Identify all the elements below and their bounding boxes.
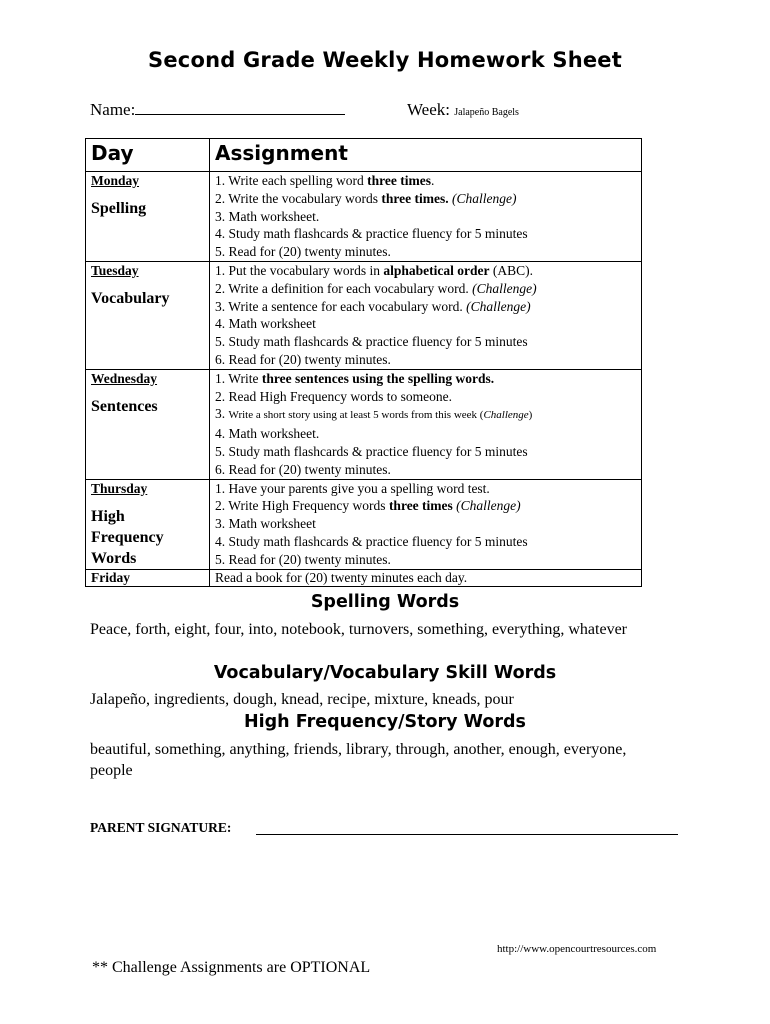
day-name: Wednesday [91, 370, 158, 386]
day-cell [86, 569, 210, 586]
week-field [407, 100, 519, 120]
name-blank-line [135, 100, 345, 115]
day-cell [86, 172, 210, 262]
task-item [215, 405, 641, 425]
table-row-friday [86, 569, 642, 586]
task-text: 1. Write [215, 370, 262, 386]
task-item: 3. Math worksheet [215, 516, 316, 532]
task-item: 4. Math worksheet. [215, 426, 320, 442]
task-item: 1. Have your parents give you a spelling word test. [215, 480, 490, 496]
day-cell [86, 261, 210, 369]
table-row-thursday [86, 479, 642, 569]
task-item: 4. Math worksheet [215, 316, 316, 332]
assignment-cell [210, 479, 642, 569]
header-assignment: Assignment [210, 139, 642, 172]
task-emphasis: three times [388, 498, 453, 514]
task-item: 5. Study math flashcards & practice fluency for 5 minutes [215, 443, 528, 459]
task-text: 3. [215, 406, 229, 422]
task-challenge: (Challenge) [448, 190, 517, 206]
task-item: 5. Read for (20) twenty minutes. [215, 244, 391, 260]
spelling-words: Peace, forth, eight, four, into, notebook, turnovers, something, everything, whatever [90, 621, 627, 638]
task-emphasis: three times. [381, 190, 449, 206]
week-label: Week: [407, 100, 450, 119]
source-url: http://www.opencourtresources.com [497, 943, 657, 955]
task-emphasis: three times [367, 173, 432, 188]
task-item: 4. Study math flashcards & practice fluency for 5 minutes [215, 226, 528, 242]
task-item [215, 280, 641, 298]
parent-signature-label: PARENT SIGNATURE: [90, 820, 232, 835]
table-row-tuesday [86, 261, 642, 369]
task-text: 2. Write a definition for each vocabulary word. [215, 280, 473, 296]
task-item [215, 190, 641, 208]
high-frequency-heading: High Frequency/Story Words [244, 712, 526, 732]
assignment-cell [210, 261, 642, 369]
task-item [215, 497, 641, 515]
header-day: Day [86, 139, 210, 172]
table-header-row [86, 139, 642, 172]
day-name: Friday [91, 569, 130, 585]
table-row-monday [86, 172, 642, 262]
task-item [215, 262, 641, 280]
task-item [215, 172, 641, 190]
week-value: Jalapeño Bagels [454, 107, 519, 118]
day-subject [91, 506, 209, 569]
task-item: 4. Study math flashcards & practice fluency for 5 minutes [215, 533, 528, 549]
assignment-cell [210, 369, 642, 479]
day-name: Thursday [91, 480, 148, 496]
day-subject: Sentences [91, 397, 158, 415]
task-text: Write a short story using at least 5 words from this week ( [228, 409, 484, 422]
task-text: 2. Write the vocabulary words [215, 190, 382, 206]
name-field [90, 100, 345, 120]
vocabulary-heading: Vocabulary/Vocabulary Skill Words [213, 663, 557, 683]
task-challenge: (Challenge) [452, 498, 521, 514]
task-item: 3. Math worksheet. [215, 208, 320, 224]
challenge-note: ** Challenge Assignments are OPTIONAL [92, 959, 371, 976]
day-name: Tuesday [91, 262, 139, 278]
task-item [215, 370, 641, 388]
task-item: 6. Read for (20) twenty minutes. [215, 461, 391, 477]
task-text: 3. Write a sentence for each vocabulary word. [215, 298, 467, 314]
task-item [215, 298, 641, 316]
page-title: Second Grade Weekly Homework Sheet [148, 48, 622, 72]
task-text: 2. Write High Frequency words [215, 498, 389, 514]
task-item: 5. Read for (20) twenty minutes. [215, 551, 391, 567]
high-frequency-words: beautiful, something, anything, friends, library, through, another, enough, everyone, people [90, 741, 627, 779]
day-subject-line: Words [91, 549, 137, 567]
day-cell [86, 479, 210, 569]
name-label: Name: [90, 100, 136, 119]
task-item: 6. Read for (20) twenty minutes. [215, 351, 391, 367]
task-challenge: (Challenge) [472, 280, 537, 296]
homework-table [85, 138, 642, 587]
task-text: (ABC). [489, 262, 533, 278]
spelling-heading: Spelling Words [310, 592, 460, 612]
task-text: . [431, 173, 435, 188]
day-subject-line: Frequency [91, 528, 164, 546]
day-cell [86, 369, 210, 479]
day-subject: Vocabulary [91, 289, 170, 307]
task-challenge: (Challenge) [466, 298, 531, 314]
table-row-wednesday [86, 369, 642, 479]
task-item: 5. Study math flashcards & practice fluency for 5 minutes [215, 334, 528, 350]
task-text: 1. Put the vocabulary words in [215, 262, 384, 278]
vocabulary-words: Jalapeño, ingredients, dough, knead, recipe, mixture, kneads, pour [90, 691, 514, 708]
task-emphasis: three sentences using the spelling words. [261, 370, 495, 386]
day-name: Monday [91, 173, 140, 188]
task-text: ) [528, 409, 533, 422]
day-subject-line: High [91, 507, 125, 525]
task-challenge: Challenge [483, 409, 529, 422]
task-text: 1. Write each spelling word [215, 173, 368, 188]
assignment-cell: Read a book for (20) twenty minutes each day. [210, 569, 642, 586]
task-emphasis: alphabetical order [383, 262, 490, 278]
assignment-cell [210, 172, 642, 262]
day-subject: Spelling [91, 200, 147, 217]
task-item: 2. Read High Frequency words to someone. [215, 388, 452, 404]
signature-line [256, 834, 678, 835]
